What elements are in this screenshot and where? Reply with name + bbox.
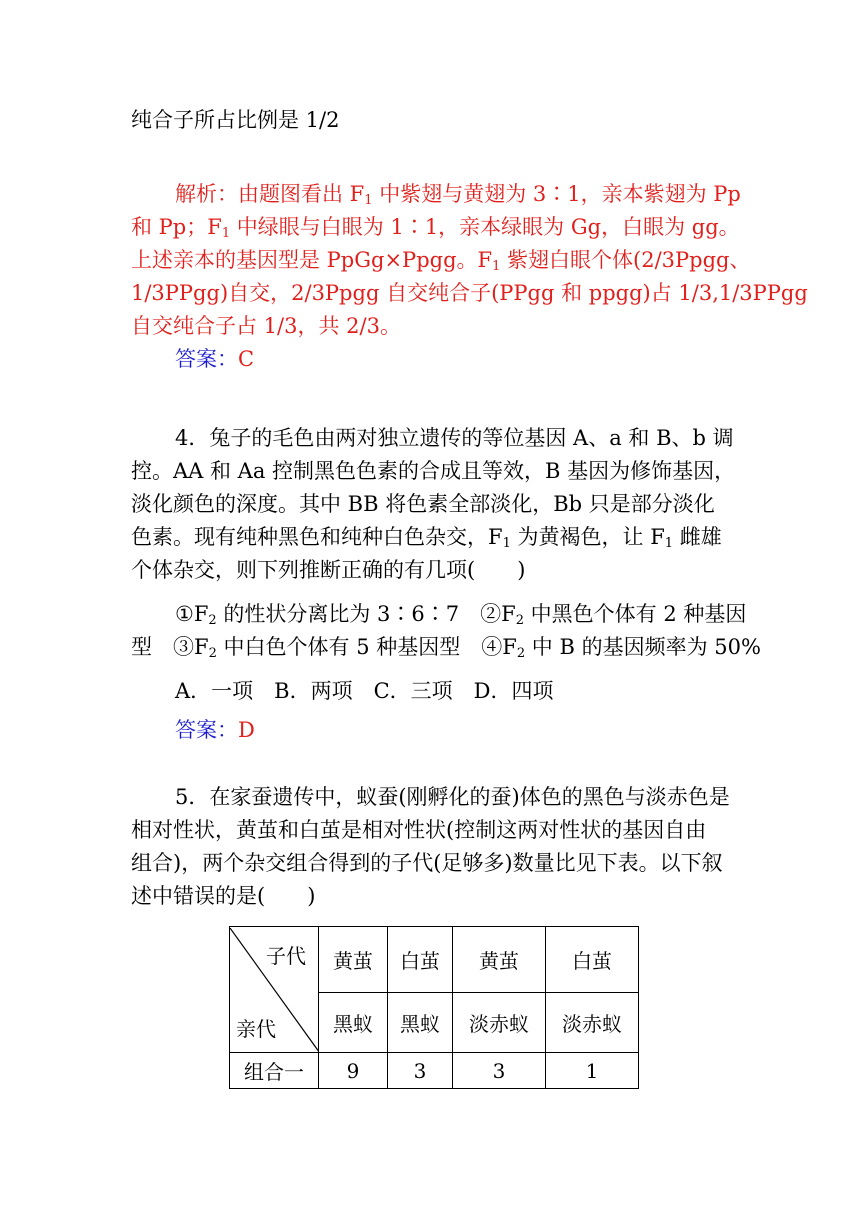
header-cell: 黑蚁 [388,993,453,1053]
q4-statement-2: 型 $③F_2$ 中白色个体有 5 种基因型 $④F_2$ 中 B 的基因频率为 50% [131,635,761,661]
q4-answer [175,716,255,744]
header-cell: 黄茧 [319,927,388,993]
q4-line-4: 色素。现有纯种黑色和纯种白色杂交，$F_1$ 为黄褐色，让 $F_1$ 雌雄 [131,525,722,551]
answer-label: 答案： [175,347,238,371]
analysis-line-1: 解析：由题图看出 $F_1$ 中紫翅与黄翅为 3∶1，亲本紫翅为 Pp [175,182,741,208]
row-label: 组合一 [230,1053,319,1089]
q5-line-4: 述中错误的是( ) [131,884,316,908]
q4-options: A．一项 B．两项 C．三项 D．四项 [175,679,554,703]
q3-answer [175,345,254,373]
q4-line-2: 控。AA 和 Aa 控制黑色色素的合成且等效，B 基因为修饰基因， [131,459,736,483]
table-cell: 3 [453,1053,546,1089]
answer-value: C [238,347,255,371]
header-cell: 白茧 [546,927,639,993]
table-corner-cell [230,927,319,1053]
header-cell: 白茧 [388,927,453,993]
header-cell: 淡赤蚁 [546,993,639,1053]
analysis-line-2: 和 Pp；$F_1$ 中绿眼与白眼为 1∶1，亲本绿眼为 Gg，白眼为 gg。 [131,215,740,241]
header-cell: 黄茧 [453,927,546,993]
analysis-line-5: 自交纯合子占 1/3，共 2/3。 [131,314,401,338]
table-header-row-1 [230,927,639,993]
table-cell: 1 [546,1053,639,1089]
q5-line-1: 5．在家蚕遗传中，蚁蚕(刚孵化的蚕)体色的黑色与淡赤色是 [175,785,730,809]
analysis-label: 解析： [175,182,238,206]
answer-value: D [238,718,255,742]
header-cell: 黑蚁 [319,993,388,1053]
q4-statement-1: $①F_2$ 的性状分离比为 3∶6∶7 $②F_2$ 中黑色个体有 2 种基因 [175,602,747,628]
q5-line-3: 组合)，两个杂交组合得到的子代(足够多)数量比见下表。以下叙 [131,851,723,875]
q5-line-2: 相对性状，黄茧和白茧是相对性状(控制这两对性状的基因自由 [131,818,707,842]
q4-line-3: 淡化颜色的深度。其中 BB 将色素全部淡化，Bb 只是部分淡化 [131,492,715,516]
previous-question-tail: 纯合子所占比例是 1/2 [131,108,340,132]
table-row [230,1053,639,1089]
q4-line-5: 个体杂交，则下列推断正确的有几项( ) [131,558,526,582]
table-cell: 3 [388,1053,453,1089]
analysis-line-4: 1/3PPgg)自交，2/3Ppgg 自交纯合子(PPgg 和 ppgg)占 1/3,1/3PPgg [131,281,808,305]
header-cell: 淡赤蚁 [453,993,546,1053]
answer-label: 答案： [175,718,238,742]
corner-label-offspring: 子代 [266,943,306,968]
cross-result-table [229,926,639,1089]
table-cell: 9 [319,1053,388,1089]
q4-line-1: 4．兔子的毛色由两对独立遗传的等位基因 A、a 和 B、b 调 [175,426,734,450]
corner-label-parent: 亲代 [236,1016,276,1041]
analysis-line-3: 上述亲本的基因型是 PpGg×Ppgg。$F_1$ 紫翅白眼个体(2/3Ppgg、 [131,248,751,274]
